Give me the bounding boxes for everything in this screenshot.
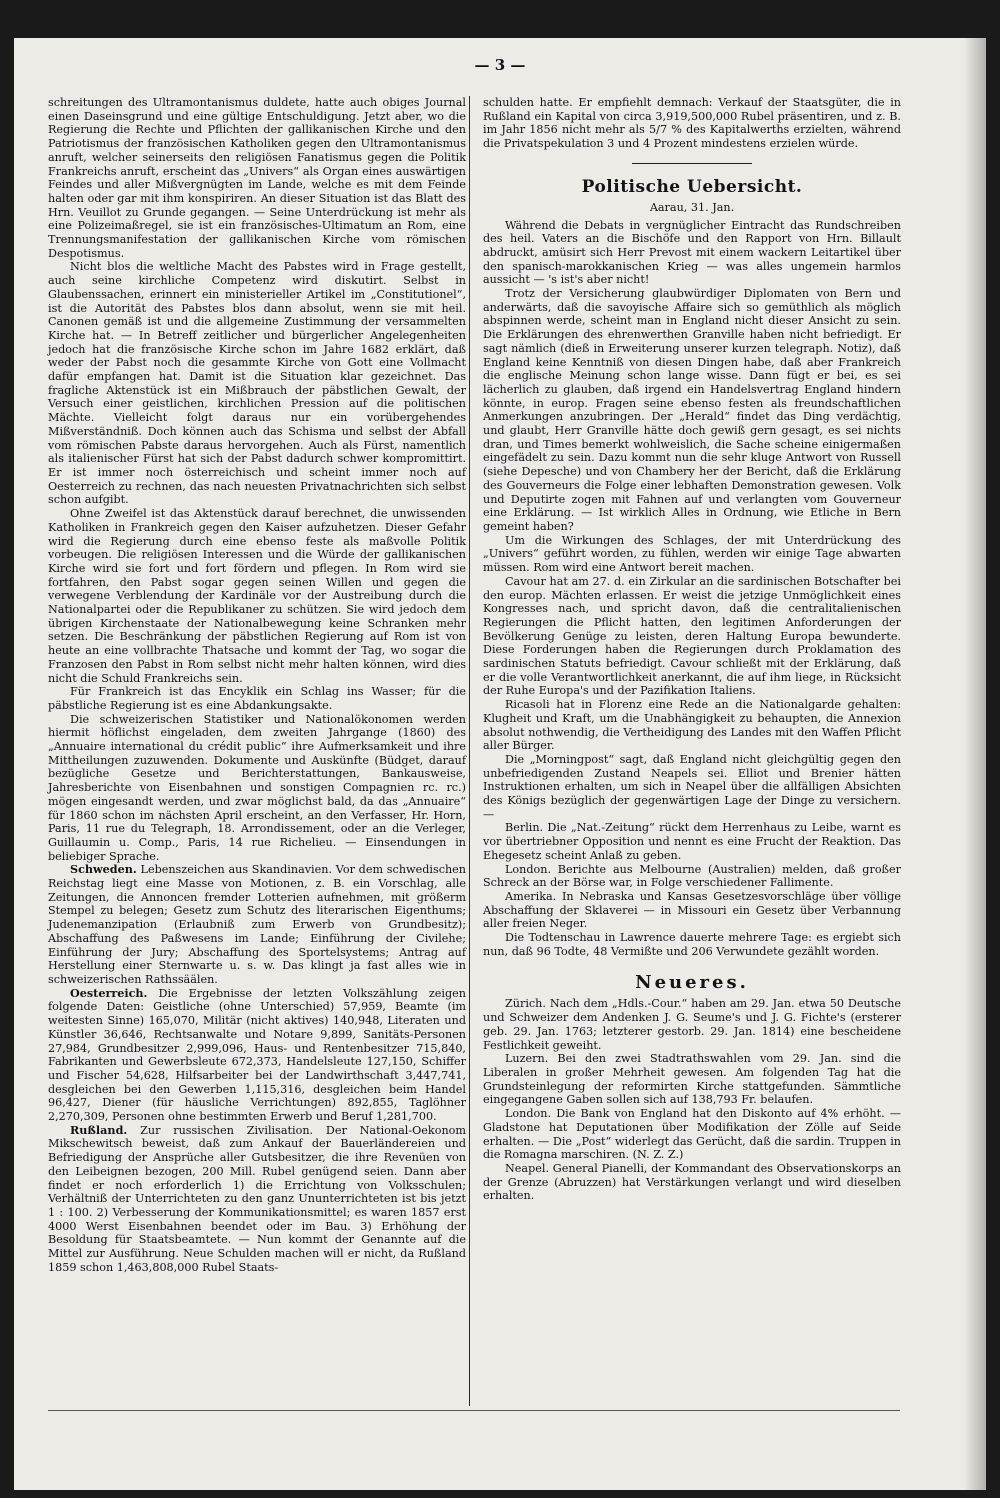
right-column [483,96,901,1203]
section-title-politics: Politische Uebersicht. [581,176,803,197]
country-text: Zur russischen Zivilisation. Der National-Oekonom Mikschewitsch beweist, daß zum Ankauf der Bauerländereien und Befriedigung der Ansprüche aller Gutsbesitzer, die ihre Revenüen von den Leibeignen bezogen, 200 Mill. Rubel genügend seien. Dann aber findet er noch erforderlich 1) die Errichtung von Volksschulen; Verhältniß der Unterrichteten zu den ganz Ununterrichteten ist bis jetzt 1 : 100. 2) Verbesserung der Kommunikationsmittel; es waren 1857 erst 4000 Werst Eisenbahnen beendet oder im Bau. 3) Erhöhung der Besoldung für Staatsbeamtete. — Nun kommt der Genannte auf die Mittel zur Ausführung. Neue Schulden machen will er nicht, da Rußland 1859 schon 1,463,808,000 Rubel Staats- [48,1123,466,1274]
article-paragraph: Amerika. In Nebraska und Kansas Gesetzesvorschläge über völlige Abschaffung der Sklaverei — in Missouri ein Gesetz über Verbannung aller freien Neger. [483,889,901,931]
column-divider [469,96,470,1406]
article-paragraph: Berlin. Die „Nat.-Zeitung“ rückt dem Herrenhaus zu Leibe, warnt es vor übertriebner Opposition und nennt es eine Frucht der Reaktion. Das Ehegesetz scheint Anlaß zu geben. [483,821,901,862]
article-paragraph: schreitungen des Ultramontanismus duldete, hatte auch obiges Journal einen Daseinsgrund und eine gültige Entschuldigung. Jetzt aber, wo die Regierung die Rechte und Pflichten der gallikanischen Kirche und den Patriotismus der französischen Katholiken gegen den Ultramontanismus anruft, welcher seinerseits den religiösen Fanatismus gegen die Politik Frankreichs anruft, erscheint das „Univers“ als Organ eines auswärtigen Feindes und aller Mißvergnügten im Lande, welche es mit dem Feinde halten oder gar mit ihm konspiriren. An dieser Situation ist das Blatt des Hrn. Veuillot zu Grunde gegangen. — Seine Unterdrückung ist mehr als eine Polizeimaßregel, sie ist ein französisches-Ultimatum an Rom, eine Trennungsmanifestation der gallikanischen Kirche vom römischen Despotismus. [48,96,466,260]
article-paragraph: Während die Debats in vergnüglicher Eintracht das Rundschreiben des heil. Vaters an die Bischöfe und den Rapport von Hrn. Billault abdruckt, amüsirt sich Herr Prevost mit einem wackern Leitartikel über den spanisch-marokkanischen Krieg — was alles ungemein harmlos aussicht — 's ist's aber nicht! [483,218,901,287]
country-text: Die Ergebnisse der letzten Volkszählung zeigen folgende Daten: Geistliche (ohne Unterschied) 57,959, Beamte (im weitesten Sinne) 165,070, Militär (nicht aktives) 140,948, Literaten und Künstler 36,646, Rechtsanwalte und Notare 9,899, Sanitäts-Personen 27,984, Grundbesitzer 2,999,096, Haus- und Rentenbesitzer 715,840, Fabrikanten und Gewerbsleute 672,373, Handelsleute 127,150, Schiffer und Fischer 54,628, Hilfsarbeiter bei der Landwirthschaft 3,447,741, desgleichen bei den Gewerben 1,115,316, desgleichen beim Handel 96,427, Diener (für häusliche Verrichtungen) 892,855, Taglöhner 2,270,309, Personen ohne bestimmten Erwerb und Beruf 1,281,700. [48,986,466,1124]
country-item-russland [48,1124,466,1275]
article-paragraph: schulden hatte. Er empfiehlt demnach: Verkauf der Staatsgüter, die in Rußland ein Kapital von circa 3,919,500,000 Rubel präsentiren, und z. B. im Jahr 1856 nicht mehr als 5/7 % des Kapitalwerths erzielten, während die Privatspekulation 3 und 4 Prozent mindestens erzielen würde. [483,96,901,151]
country-text: Lebenszeichen aus Skandinavien. Vor dem schwedischen Reichstag liegt eine Masse von Motionen, z. B. ein Vorschlag, alle Zeitungen, die Annoncen fremder Lotterien aufnehmen, mit größerm Stempel zu belegen; Gesetz zum Schutz des literarischen Eigenthums; Judenemanzipation (Erlaubniß zum Erwerb von Grundbesitz); Abschaffung des Paßwesens im Lande; Einführung der Civilehe; Einführung der Jury; Abschaffung des Sportelsystems; Antrag auf Herstellung einer Sternwarte u. s. w. Das klingt ja fast alles wie in schweizerischen Rathssäälen. [48,863,466,986]
country-item-schweden [48,863,466,986]
news-paragraph: London. Die Bank von England hat den Diskonto auf 4% erhöht. — Gladstone hat Deputationen über Modifikation der Zölle auf Seide erhalten. — Die „Post“ widerlegt das Gerücht, daß die sardin. Truppen in die Romagna marschiren. (N. Z. Z.) [483,1107,901,1162]
news-paragraph: Luzern. Bei den zwei Stadtrathswahlen vom 29. Jan. sind die Liberalen in großer Mehrheit gewesen. Am folgenden Tag hat die Grundsteinlegung der reformirten Kirche stattgefunden. Sämmtliche eingegangene Gaben sollen sich auf 138,793 Fr. belaufen. [483,1052,901,1107]
country-heading: Oesterreich. [70,985,148,1000]
newspaper-page [14,38,986,1490]
article-paragraph: Ricasoli hat in Florenz eine Rede an die Nationalgarde gehalten: Klugheit und Kraft, um die Unabhängigkeit zu behaupten, die Annexion absolut nothwendig, die Vertheidigung des Landes mit den Waffen Pflicht aller Bürger. [483,698,901,753]
article-paragraph: Um die Wirkungen des Schlages, der mit Unterdrückung des „Univers“ geführt worden, zu fühlen, werden wir einige Tage abwarten müssen. Rom wird eine Antwort bereit machen. [483,533,901,575]
article-paragraph: Die Todtenschau in Lawrence dauerte mehrere Tage: es ergiebt sich nun, daß 96 Todte, 48 Vermißte und 206 Verwundete gezählt worden. [483,931,901,958]
article-paragraph: London. Berichte aus Melbourne (Australien) melden, daß großer Schreck an der Börse war, in Folge verschiedener Fallimente. [483,862,901,890]
article-paragraph: Trotz der Versicherung glaubwürdiger Diplomaten von Bern und anderwärts, daß die savoyische Affaire sich so gemüthlich als möglich abspinnen werde, scheint man in England nicht dieser Ansicht zu sein. Die Erklärungen des ehrenwerthen Granville haben nicht befriedigt. Er sagt nämlich (dieß in Erweiterung unserer kurzen telegraph. Notiz), daß England keine Kenntniß von diesen Dingen habe, daß aber Frankreich die englische Meinung schon lange wisse. Dann fügt er bei, es sei lächerlich zu glauben, daß irgend ein Handelsvertrag England hindern könnte, in europ. Fragen seine ebenso festen als freundschaftlichen Anmerkungen anzubringen. Der „Herald“ findet das Ding verdächtig, und glaubt, Herr Granville hätte doch gewiß gern gesagt, es sei nichts dran, und Times bemerkt wohlweislich, die Sache scheine einigermaßen eingefädelt zu sein. Dazu kommt nun die sehr kluge Antwort von Russell (siehe Depesche) und von Chambery her der Bericht, daß die Erklärung des Gouverneurs die Folge einer lebhaften Demonstration gewesen. Volk und Deputirte zogen mit Fahnen auf und verlangten vom Gouverneur eine Erklärung. — Ist wirklich Alles in Ordnung, wie Etliche in Bern gemeint haben? [483,287,901,533]
news-paragraph: Neapel. General Pianelli, der Kommandant des Observationskorps an der Grenze (Abruzzen) hat Verstärkungen verlangt und wird dieselben erhalten. [483,1161,901,1203]
section-title-news: Neueres. [635,972,749,994]
dateline: Aarau, 31. Jan. [649,200,735,214]
article-paragraph: Die „Morningpost“ sagt, daß England nicht gleichgültig gegen den unbefriedigenden Zustand Neapels sei. Elliot und Brenier hätten Instruktionen erhalten, um sich in Neapel über die allfälligen Absichten des Königs bezüglich der gegenwärtigen Lage der Dinge zu versichern. — [483,752,901,821]
news-paragraph: Zürich. Nach dem „Hdls.-Cour.“ haben am 29. Jan. etwa 50 Deutsche und Schweizer dem Andenken J. G. Seume's und J. G. Fichte's (ersterer geb. 29. Jan. 1763; letzterer gestorb. 29. Jan. 1814) eine bescheidene Festlichkeit geweiht. [483,997,901,1052]
article-paragraph: Ohne Zweifel ist das Aktenstück darauf berechnet, die unwissenden Katholiken in Frankreich gegen den Kaiser aufzuhetzen. Dieser Gefahr wird die Regierung durch eine ebenso feste als maßvolle Politik vorbeugen. Die religiösen Interessen und die Würde der gallikanischen Kirche wird sie fort und fort fördern und pflegen. In Rom wird sie fortfahren, den Pabst sogar gegen seinen Willen und gegen die verwegene Verblendung der Kardinäle vor der Austreibung durch die Nationalpartei oder die Republikaner zu schützen. Sie wird jedoch dem übrigen Kirchenstaate der Nationalbewegung keine Schranken mehr setzen. Die Beschränkung der päbstlichen Regierung auf Rom ist von heute an eine vollbrachte Thatsache und kommt der Tag, wo sogar die Franzosen den Pabst in Rom selbst nicht mehr halten können, wird dies nicht die Schuld Frankreichs sein. [48,507,466,685]
left-column [48,96,466,1274]
page-number: — 3 — [474,56,526,74]
country-heading: Schweden. [70,862,137,877]
separator-rule [632,163,752,164]
article-paragraph: Die schweizerischen Statistiker und Nationalökonomen werden hiermit höflichst eingeladen, dem zweiten Jahrgange (1860) des „Annuaire international du crédit public“ ihre Aufmerksamkeit und ihre Mittheilungen zuzuwenden. Dokumente und Auskünfte (Büdget, darauf bezügliche Gesetze und Berichterstattungen, Bankausweise, Jahresberichte von Eisenbahnen und sonstigen Compagnien rc. rc.) mögen eingesandt werden, und zwar möglichst bald, da das „Annuaire“ für 1860 schon im nächsten April erscheint, an den Verfasser, Hr. Horn, Paris, 11 rue du Telegraph, 18. Arrondissement, oder an die Verleger, Guillaumin u. Comp., Paris, 14 rue Richelieu. — Einsendungen in beliebiger Sprache. [48,712,466,863]
country-item-oesterreich [48,987,466,1124]
article-paragraph: Cavour hat am 27. d. ein Zirkular an die sardinischen Botschafter bei den europ. Mächten erlassen. Er weist die jetzige Unmöglichkeit eines Kongresses nach, und spricht davon, daß die centralitalienischen Regierungen die Pflicht hatten, den legitimen Anforderungen der Bevölkerung Genüge zu leisten, deren Haltung Europa bewunderte. Diese Forderungen haben die Regierungen durch Proklamation des sardinischen Statuts befriedigt. Cavour schließt mit der Erklärung, daß er die volle Verantwortlichkeit anerkannt, die auf ihm liege, in Rücksicht der Ruhe Europa's und der Pazifikation Italiens. [483,574,901,698]
article-paragraph: Nicht blos die weltliche Macht des Pabstes wird in Frage gestellt, auch seine kirchliche Competenz wird diskutirt. Selbst in Glaubenssachen, erinnert ein ministerieller Artikel im „Constitutionel“, ist die Autorität des Pabstes blos dann absolut, wenn sie mit heil. Canonen gemäß ist und die allgemeine Zustimmung der versammelten Kirche hat. — In Betreff zeitlicher und bürgerlicher Angelegenheiten jedoch hat die französische Kirche schon im Jahre 1682 erklärt, daß weder der Pabst noch die gesammte Kirche von Gott eine Vollmacht dafür empfangen hat. Damit ist die Situation klar gezeichnet. Das fragliche Aktenstück ist ein Mißbrauch der päbstlichen Gewalt, der Versuch einer geistlichen, kirchlichen Pression auf die politischen Mächte. Vielleicht folgt daraus nur ein vorübergehendes Mißverständniß. Doch können auch das Schisma und selbst der Abfall vom römischen Pabste daraus hervorgehen. Auch als Fürst, namentlich als italienischer Fürst hat sich der Pabst dadurch schwer kompromittirt. Er ist immer noch österreichisch und scheint immer noch auf Oesterreich zu rechnen, das nach neuesten Privatnachrichten sich selbst schon aufgibt. [48,260,466,507]
bottom-rule [48,1410,900,1411]
country-heading: Rußland. [70,1122,128,1137]
article-paragraph: Für Frankreich ist das Encyklik ein Schlag ins Wasser; für die päbstliche Regierung ist es eine Abdankungsakte. [48,685,466,712]
